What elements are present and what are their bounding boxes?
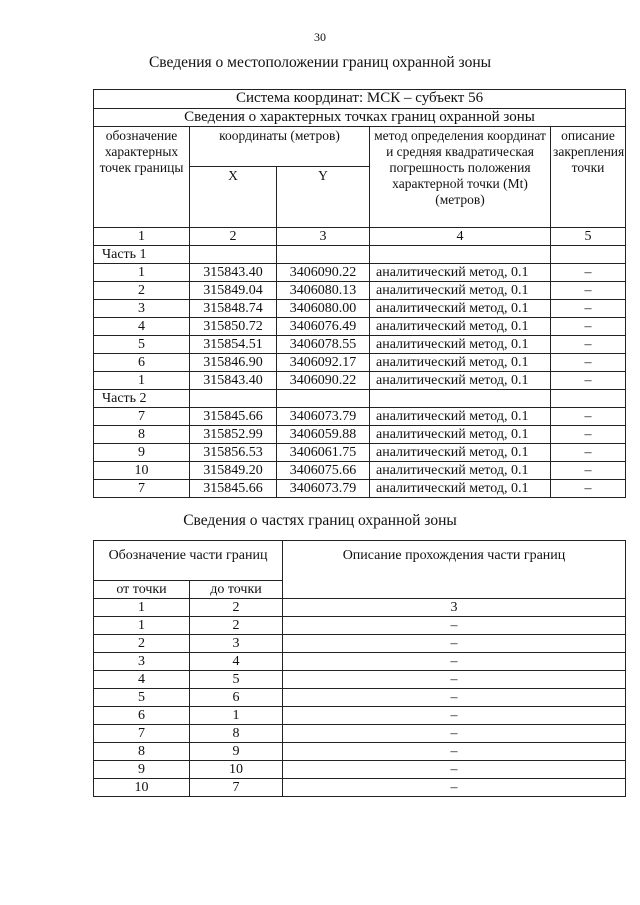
- point-number-cell: 5: [94, 336, 190, 354]
- method-cell: аналитический метод, 0.1: [370, 372, 551, 390]
- segment-row: [94, 671, 626, 689]
- method-cell: аналитический метод, 0.1: [370, 444, 551, 462]
- point-number-cell: 8: [94, 426, 190, 444]
- description-cell: –: [283, 779, 626, 797]
- empty-cell: [551, 390, 626, 408]
- empty-cell: [370, 246, 551, 264]
- boundary-points-table: [93, 89, 626, 498]
- col-number: 5: [551, 228, 626, 246]
- col-number: 1: [94, 599, 190, 617]
- y-coordinate-cell: 3406075.66: [277, 462, 370, 480]
- section-title-parts: Сведения о частях границ охранной зоны: [183, 512, 457, 529]
- to-point-cell: 8: [190, 725, 283, 743]
- method-cell: аналитический метод, 0.1: [370, 354, 551, 372]
- segment-row: [94, 707, 626, 725]
- col-number: 2: [190, 228, 277, 246]
- description-cell: –: [283, 689, 626, 707]
- from-point-cell: 10: [94, 779, 190, 797]
- segment-row: [94, 779, 626, 797]
- fixing-cell: –: [551, 282, 626, 300]
- fixing-cell: –: [551, 372, 626, 390]
- x-coordinate-cell: 315854.51: [190, 336, 277, 354]
- description-header: Описание прохождения части границ: [283, 541, 626, 599]
- to-point-cell: 4: [190, 653, 283, 671]
- point-row: [94, 462, 626, 480]
- segment-row: [94, 743, 626, 761]
- point-row: [94, 282, 626, 300]
- empty-cell: [277, 390, 370, 408]
- point-number-cell: 2: [94, 282, 190, 300]
- method-cell: аналитический метод, 0.1: [370, 408, 551, 426]
- description-cell: –: [283, 707, 626, 725]
- method-cell: аналитический метод, 0.1: [370, 282, 551, 300]
- fixing-cell: –: [551, 408, 626, 426]
- method-cell: аналитический метод, 0.1: [370, 480, 551, 498]
- x-coordinate-cell: 315849.20: [190, 462, 277, 480]
- to-point-header: до точки: [190, 581, 283, 599]
- point-number-cell: 9: [94, 444, 190, 462]
- from-point-cell: 3: [94, 653, 190, 671]
- y-coordinate-cell: 3406080.00: [277, 300, 370, 318]
- fixing-cell: –: [551, 264, 626, 282]
- to-point-cell: 1: [190, 707, 283, 725]
- point-number-cell: 10: [94, 462, 190, 480]
- y-coordinate-cell: 3406078.55: [277, 336, 370, 354]
- x-coordinate-cell: 315850.72: [190, 318, 277, 336]
- point-number-cell: 3: [94, 300, 190, 318]
- column-number-row: [94, 599, 626, 617]
- fixing-header: описание закрепления точки: [551, 127, 626, 228]
- x-coordinate-cell: 315856.53: [190, 444, 277, 462]
- segment-row: [94, 689, 626, 707]
- y-coordinate-cell: 3406076.49: [277, 318, 370, 336]
- from-point-header: от точки: [94, 581, 190, 599]
- x-coordinate-cell: 315845.66: [190, 408, 277, 426]
- to-point-cell: 3: [190, 635, 283, 653]
- fixing-cell: –: [551, 354, 626, 372]
- from-point-cell: 6: [94, 707, 190, 725]
- point-row: [94, 318, 626, 336]
- y-coordinate-cell: 3406090.22: [277, 372, 370, 390]
- y-coordinate-cell: 3406080.13: [277, 282, 370, 300]
- point-number-cell: 4: [94, 318, 190, 336]
- y-coordinate-cell: 3406073.79: [277, 480, 370, 498]
- segment-row: [94, 653, 626, 671]
- empty-cell: [370, 390, 551, 408]
- point-number-cell: 1: [94, 372, 190, 390]
- point-number-cell: 7: [94, 480, 190, 498]
- point-row: [94, 480, 626, 498]
- method-cell: аналитический метод, 0.1: [370, 264, 551, 282]
- description-cell: –: [283, 743, 626, 761]
- from-point-cell: 4: [94, 671, 190, 689]
- fixing-cell: –: [551, 426, 626, 444]
- x-coordinate-cell: 315843.40: [190, 264, 277, 282]
- point-designation-header: обозначение характерных точек границы: [94, 127, 190, 228]
- x-header: X: [190, 167, 277, 228]
- point-row: [94, 336, 626, 354]
- point-row: [94, 372, 626, 390]
- point-row: [94, 354, 626, 372]
- points-header: Сведения о характерных точках границ охранной зоны: [94, 109, 626, 127]
- description-cell: –: [283, 635, 626, 653]
- x-coordinate-cell: 315846.90: [190, 354, 277, 372]
- fixing-cell: –: [551, 336, 626, 354]
- y-coordinate-cell: 3406059.88: [277, 426, 370, 444]
- empty-cell: [190, 390, 277, 408]
- x-coordinate-cell: 315849.04: [190, 282, 277, 300]
- from-point-cell: 9: [94, 761, 190, 779]
- to-point-cell: 5: [190, 671, 283, 689]
- to-point-cell: 10: [190, 761, 283, 779]
- y-coordinate-cell: 3406090.22: [277, 264, 370, 282]
- segment-row: [94, 617, 626, 635]
- from-point-cell: 8: [94, 743, 190, 761]
- part-header-row: [94, 390, 626, 408]
- y-coordinate-cell: 3406092.17: [277, 354, 370, 372]
- point-row: [94, 300, 626, 318]
- coord-system-header: Система координат: МСК – субъект 56: [94, 90, 626, 109]
- col-number: 1: [94, 228, 190, 246]
- fixing-cell: –: [551, 480, 626, 498]
- from-point-cell: 7: [94, 725, 190, 743]
- point-number-cell: 7: [94, 408, 190, 426]
- y-header: Y: [277, 167, 370, 228]
- coordinates-header: координаты (метров): [190, 127, 370, 167]
- method-cell: аналитический метод, 0.1: [370, 462, 551, 480]
- x-coordinate-cell: 315852.99: [190, 426, 277, 444]
- part-label: Часть 1: [94, 246, 190, 264]
- description-cell: –: [283, 653, 626, 671]
- empty-cell: [190, 246, 277, 264]
- method-cell: аналитический метод, 0.1: [370, 426, 551, 444]
- method-cell: аналитический метод, 0.1: [370, 300, 551, 318]
- x-coordinate-cell: 315845.66: [190, 480, 277, 498]
- from-point-cell: 5: [94, 689, 190, 707]
- column-number-row: [94, 228, 626, 246]
- fixing-cell: –: [551, 300, 626, 318]
- method-cell: аналитический метод, 0.1: [370, 336, 551, 354]
- segment-row: [94, 725, 626, 743]
- col-number: 3: [283, 599, 626, 617]
- point-row: [94, 444, 626, 462]
- designation-header: Обозначение части границ: [94, 541, 283, 581]
- point-row: [94, 264, 626, 282]
- method-cell: аналитический метод, 0.1: [370, 318, 551, 336]
- segment-row: [94, 761, 626, 779]
- col-number: 2: [190, 599, 283, 617]
- col-number: 4: [370, 228, 551, 246]
- point-number-cell: 1: [94, 264, 190, 282]
- x-coordinate-cell: 315843.40: [190, 372, 277, 390]
- description-cell: –: [283, 725, 626, 743]
- segment-row: [94, 635, 626, 653]
- description-cell: –: [283, 761, 626, 779]
- empty-cell: [551, 246, 626, 264]
- description-cell: –: [283, 617, 626, 635]
- x-coordinate-cell: 315848.74: [190, 300, 277, 318]
- col-number: 3: [277, 228, 370, 246]
- from-point-cell: 2: [94, 635, 190, 653]
- to-point-cell: 9: [190, 743, 283, 761]
- y-coordinate-cell: 3406061.75: [277, 444, 370, 462]
- to-point-cell: 7: [190, 779, 283, 797]
- point-row: [94, 426, 626, 444]
- section-title-location: Сведения о местоположении границ охранной зоны: [148, 54, 492, 71]
- boundary-parts-table: [93, 540, 626, 797]
- fixing-cell: –: [551, 462, 626, 480]
- to-point-cell: 2: [190, 617, 283, 635]
- point-number-cell: 6: [94, 354, 190, 372]
- point-row: [94, 408, 626, 426]
- part-label: Часть 2: [94, 390, 190, 408]
- method-header: метод определения координат и средняя квадратическая погрешность положения характерной точки (Mt) (метров): [370, 127, 551, 228]
- description-cell: –: [283, 671, 626, 689]
- fixing-cell: –: [551, 444, 626, 462]
- fixing-cell: –: [551, 318, 626, 336]
- from-point-cell: 1: [94, 617, 190, 635]
- to-point-cell: 6: [190, 689, 283, 707]
- page-number: 30: [314, 30, 326, 44]
- y-coordinate-cell: 3406073.79: [277, 408, 370, 426]
- part-header-row: [94, 246, 626, 264]
- empty-cell: [277, 246, 370, 264]
